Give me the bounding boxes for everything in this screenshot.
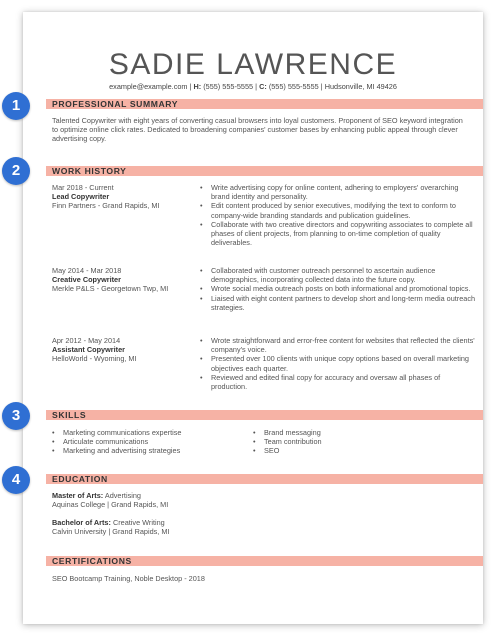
job-dates: May 2014 - Mar 2018 [52, 266, 122, 275]
callout-marker-2: 2 [2, 157, 30, 185]
job-bullet: • Liaised with eight content partners to develop short and long-term media outreach strategies. [200, 294, 476, 312]
skill-item: • Articulate communications [52, 437, 252, 446]
degree-label: Master of Arts: [52, 491, 104, 500]
certification-item: SEO Bootcamp Training, Noble Desktop - 2018 [52, 574, 205, 583]
job-title: Assistant Copywriter [52, 345, 125, 355]
education-section-title: EDUCATION [52, 474, 108, 484]
skill-item: • Marketing and advertising strategies [52, 446, 252, 455]
skill-item: • SEO [253, 446, 453, 455]
contact-location: Hudsonville, MI 49426 [324, 82, 397, 91]
job-meta [52, 183, 192, 211]
contact-separator: | [189, 82, 192, 91]
skills-section-bar [46, 410, 483, 420]
job-bullets [200, 266, 476, 312]
contact-line [23, 82, 483, 91]
skill-item: • Team contribution [253, 437, 453, 446]
job-bullet: • Collaborate with two creative directors and copywriting associates to complete all phases of client projects, from planning to on-time completion of quality deliverables. [200, 220, 476, 248]
job-dates: Apr 2012 - May 2014 [52, 336, 121, 345]
job-meta [52, 266, 184, 294]
job-company: Merkle P&LS - Georgetown Twp, MI [52, 284, 169, 294]
callout-marker-3: 3 [2, 402, 30, 430]
resume-page [23, 12, 483, 624]
education-entry [52, 491, 352, 509]
cell-phone: (555) 555-5555 [268, 82, 319, 91]
skill-item: • Marketing communications expertise [52, 428, 252, 437]
skill-item: • Brand messaging [253, 428, 453, 437]
contact-separator: | [320, 82, 323, 91]
job-bullet: • Reviewed and edited final copy for accuracy and oversaw all phases of production. [200, 373, 476, 391]
job-company: Finn Partners - Grand Rapids, MI [52, 201, 160, 211]
job-bullet: • Write advertising copy for online content, adhering to employers' overarching brand identity and personality. [200, 183, 476, 201]
summary-text: Talented Copywriter with eight years of converting casual browsers into loyal customers. Proponent of SEO keyword integration to optimize online click rates. Dedicated to broadening companies' customer bases by enhancing public appeal through clever advertising copy. [52, 116, 463, 144]
cell-phone-label: C: [259, 82, 267, 91]
job-bullet: • Presented over 100 clients with unique copy options based on overall marketing objectives each quarter. [200, 354, 476, 372]
job-bullet: • Collaborated with customer outreach personnel to ascertain audience demographics, incorporating collected data into the future copy. [200, 266, 476, 284]
skills-list-right [253, 428, 453, 456]
skills-list-left [52, 428, 252, 456]
degree-field: Creative Writing [112, 518, 165, 527]
contact-email: example@example.com [109, 82, 188, 91]
education-section-bar [46, 474, 483, 484]
candidate-name: SADIE LAWRENCE [108, 48, 398, 81]
school-name: Calvin University | Grand Rapids, MI [52, 527, 170, 537]
school-name: Aquinas College | Grand Rapids, MI [52, 500, 169, 510]
job-bullet: • Wrote social media outreach posts on both informational and promotional topics. [200, 284, 476, 293]
degree-label: Bachelor of Arts: [52, 518, 111, 527]
home-phone-label: H: [193, 82, 202, 91]
job-meta [52, 336, 192, 364]
summary-section-title: PROFESSIONAL SUMMARY [52, 99, 179, 109]
job-dates: Mar 2018 - Current [52, 183, 114, 192]
job-bullet: • Edit content produced by senior executives, modifying the text to conform to company-wide branding standards and publication guidelines. [200, 201, 476, 219]
job-title: Creative Copywriter [52, 275, 121, 285]
certifications-section-title: CERTIFICATIONS [52, 556, 132, 566]
job-company: HelloWorld - Wyoming, MI [52, 354, 137, 364]
skills-section-title: SKILLS [52, 410, 87, 420]
degree-field: Advertising [104, 491, 141, 500]
work-section-title: WORK HISTORY [52, 166, 127, 176]
callout-marker-4: 4 [2, 466, 30, 494]
job-bullets [200, 336, 476, 391]
job-title: Lead Copywriter [52, 192, 110, 202]
job-bullets [200, 183, 476, 247]
education-entry [52, 518, 352, 536]
callout-marker-1: 1 [2, 92, 30, 120]
home-phone: (555) 555-5555 [203, 82, 254, 91]
contact-separator: | [255, 82, 258, 91]
job-bullet: • Wrote straightforward and error-free content for websites that reflected the clients' company's voice. [200, 336, 476, 354]
